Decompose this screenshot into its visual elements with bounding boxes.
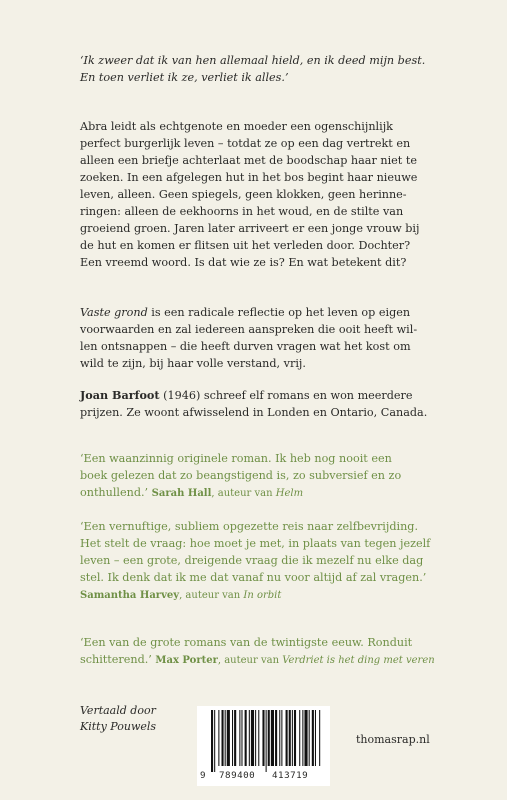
author-name: Joan Barfoot xyxy=(80,388,160,402)
reflection-line: len ontsnappen – die heeft durven vragen wat het kost om xyxy=(80,340,411,353)
barcode-bar xyxy=(294,710,296,766)
review-attribution xyxy=(80,586,435,604)
review-line: boek gelezen dat zo beangstigend is, zo subversief en zo xyxy=(80,469,402,482)
barcode-digit-group-left: 789400 xyxy=(219,770,256,781)
barcode-bar xyxy=(232,710,233,766)
reflection-paragraph xyxy=(80,304,435,372)
summary-paragraph xyxy=(80,118,435,271)
barcode-bar xyxy=(266,710,267,772)
review-line: stel. Ik denk dat ik me dat vanaf nu voor altijd af zal vragen.’ xyxy=(80,571,427,584)
barcode-bar xyxy=(299,710,300,766)
barcode-bar xyxy=(255,710,256,766)
barcode-bar xyxy=(218,710,219,766)
review-line: ‘Een waanzinnig originele roman. Ik heb nog nooit een xyxy=(80,452,392,465)
reviewer-role: , auteur van xyxy=(179,590,244,601)
reviewer-work: In orbit xyxy=(243,590,282,601)
barcode-bar xyxy=(281,710,282,766)
barcode-bar xyxy=(309,710,310,766)
review-text: onthullend.’ xyxy=(80,486,149,499)
summary-line: ringen: alleen de eekhoorns in het woud, en de stilte van xyxy=(80,205,404,218)
barcode-bar xyxy=(275,710,277,766)
barcode-bar xyxy=(319,710,320,766)
review-line xyxy=(80,651,435,669)
barcode-bar xyxy=(262,710,264,766)
reviewer-work: Helm xyxy=(275,488,304,499)
barcode-bar xyxy=(304,710,307,766)
author-line: prijzen. Ze woont afwisselend in Londen en Ontario, Canada. xyxy=(80,406,428,419)
barcode-bar xyxy=(249,710,250,766)
barcode-bar xyxy=(289,710,291,766)
barcode-bar xyxy=(286,710,288,766)
barcode-bar xyxy=(222,710,224,766)
barcode-bar xyxy=(279,710,280,766)
barcode-bar xyxy=(239,710,240,766)
summary-line: de hut en komen er flitsen uit het verleden door. Dochter? xyxy=(80,239,411,252)
author-text: (1946) schreef elf romans en won meerdere xyxy=(159,389,413,402)
barcode-bar xyxy=(268,710,270,766)
author-line xyxy=(80,387,435,404)
publisher-website: thomasrap.nl xyxy=(356,733,430,746)
review-text: schitterend.’ xyxy=(80,653,152,666)
reviewer-role: , auteur van xyxy=(217,655,283,666)
review-line: leven – een grote, dreigende vraag die ik mezelf nu elke dag xyxy=(80,554,424,567)
reviewer-name: Max Porter xyxy=(155,655,218,666)
barcode-bar xyxy=(241,710,242,766)
translator-name: Kitty Pouwels xyxy=(80,720,157,733)
translator-credit xyxy=(80,703,190,735)
barcode-bar xyxy=(312,710,314,766)
review-line: Het stelt de vraag: hoe moet je met, in plaats van tegen jezelf xyxy=(80,537,431,550)
barcode-bar xyxy=(292,710,293,766)
reflection-line: wild te zijn, bij haar volle verstand, vrij. xyxy=(80,357,306,370)
summary-line: perfect burgerlijk leven – totdat ze op een dag vertrekt en xyxy=(80,137,411,150)
barcode-bar xyxy=(251,710,254,766)
summary-line: Abra leidt als echtgenote en moeder een ogenschijnlijk xyxy=(80,120,393,133)
author-bio xyxy=(80,387,435,421)
barcode-bars-icon xyxy=(197,706,330,772)
quote-line: ‘Ik zweer dat ik van hen allemaal hield, en ik deed mijn best. xyxy=(80,54,426,67)
summary-line: zoeken. In een afgelegen hut in het bos begint haar nieuwe xyxy=(80,171,418,184)
review-line xyxy=(80,484,435,502)
reflection-line xyxy=(80,304,435,321)
barcode-bar xyxy=(302,710,303,766)
review-sarah-hall xyxy=(80,450,435,502)
reviewer-work: Verdriet is het ding met veren xyxy=(282,655,435,666)
barcode-digit-group-right: 413719 xyxy=(272,770,309,781)
isbn-barcode xyxy=(197,706,330,786)
barcode-bar xyxy=(258,710,259,766)
opening-quote xyxy=(80,52,435,86)
quote-line: En toen verliet ik ze, verliet ik alles.’ xyxy=(80,71,289,84)
book-title: Vaste grond xyxy=(80,306,148,319)
barcode-bar xyxy=(234,710,236,766)
barcode-digit-prefix: 9 xyxy=(200,770,207,781)
summary-line: alleen een briefje achterlaat met de boodschap haar niet te xyxy=(80,154,417,167)
barcode-bar xyxy=(271,710,274,766)
summary-line: groeiend groen. Jaren later arriveert er een jonge vrouw bij xyxy=(80,222,420,235)
translator-line: Vertaald door xyxy=(80,704,156,717)
reflection-text: is een radicale reflectie op het leven op eigen xyxy=(147,306,411,319)
reviewer-name: Samantha Harvey xyxy=(80,590,180,601)
reviewer-role: , auteur van xyxy=(211,488,276,499)
barcode-bar xyxy=(315,710,316,766)
barcode-bar xyxy=(225,710,226,766)
reviewer-name: Sarah Hall xyxy=(151,488,212,499)
barcode-bar xyxy=(211,710,213,772)
barcode-bar xyxy=(227,710,230,766)
review-max-porter xyxy=(80,634,435,669)
barcode-bar xyxy=(214,710,215,772)
reflection-line: voorwaarden en zal iedereen aanspreken die ooit heeft wil- xyxy=(80,323,418,336)
review-line: ‘Een van de grote romans van de twintigste eeuw. Ronduit xyxy=(80,636,413,649)
review-line: ‘Een vernuftige, subliem opgezette reis naar zelfbevrijding. xyxy=(80,520,419,533)
barcode-bar xyxy=(245,710,247,766)
review-samantha-harvey xyxy=(80,518,435,604)
summary-line: Een vreemd woord. Is dat wie ze is? En wat betekent dit? xyxy=(80,256,407,269)
summary-line: leven, alleen. Geen spiegels, geen klokken, geen herinne- xyxy=(80,188,407,201)
